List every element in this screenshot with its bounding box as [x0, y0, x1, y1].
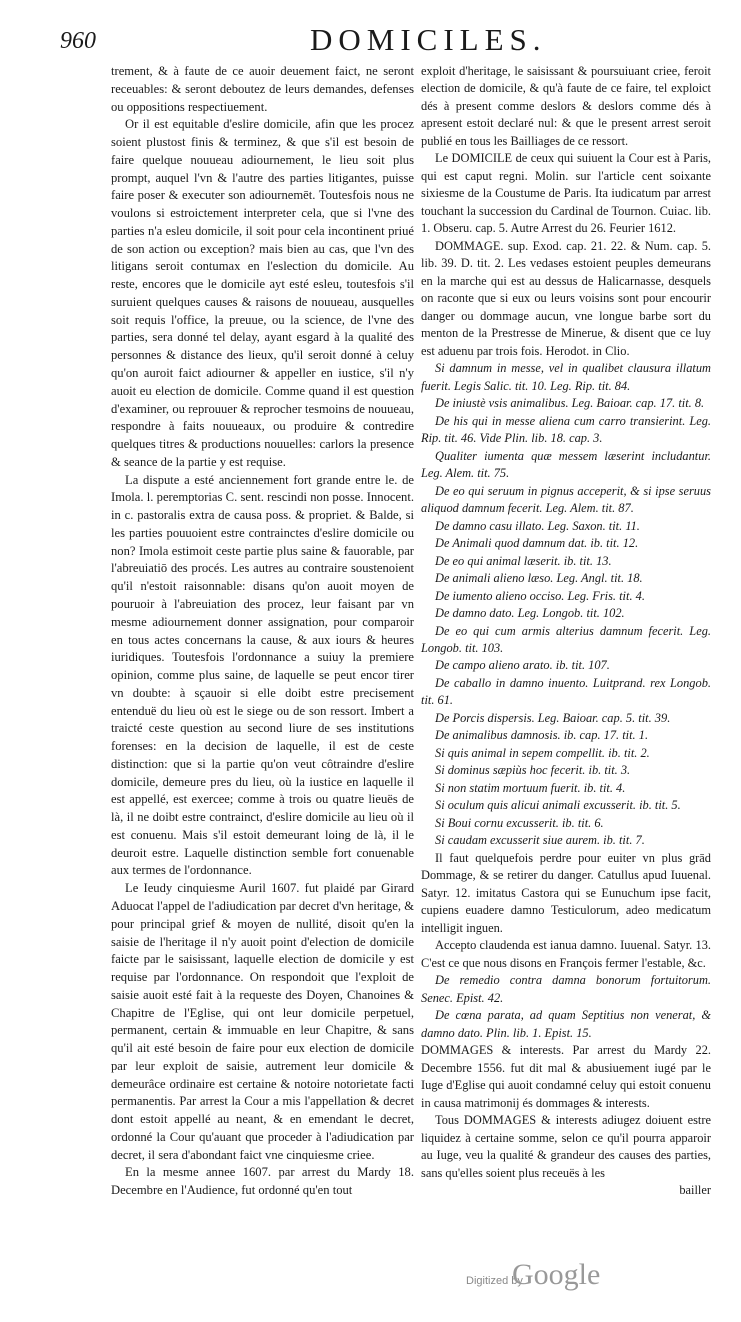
paragraph: De iniustè vsis animalibus. Leg. Baioar. cap. 17. tit. 8.	[435, 396, 705, 411]
paragraph: Accepto claudenda est ianua damno. Iuuenal. Satyr. 13. C'est ce que nous disons en François fermer l'estable, &c.	[421, 938, 711, 970]
paragraph: DOMMAGE. sup. Exod. cap. 21. 22. & Num. cap. 5. lib. 39. D. tit. 2. Les vedases estoient peuples demeurans en la marche qui est au dessus de Halicarnasse, desquels on raconte que si eux ou leurs voisins sont pour encourir danger ou dommage aucun, vne longue barbe sort du menton de la Prestresse de Minerue, & disent que ce luy est aduenu par trois fois. Herodot. in Clio.	[421, 238, 711, 358]
paragraph: De cœna parata, ad quam Septitius non venerat, & damno dato. Plin. lib. 1. Epist. 15.	[421, 1008, 711, 1040]
running-title: DOMICILES.	[310, 22, 547, 57]
paragraph: De Porcis dispersis. Leg. Baioar. cap. 5. tit. 39.	[435, 710, 671, 725]
paragraph: De campo alieno arato. ib. tit. 107.	[435, 658, 610, 673]
paragraph: trement, & à faute de ce auoir deuement faict, ne seront receuables: & seront deboutez de leurs demandes, defenses ou oppositions respectiuement.	[111, 64, 414, 114]
paragraph: De animalibus damnosis. ib. cap. 17. tit. 1.	[435, 728, 649, 743]
paragraph: De damno casu illato. Leg. Saxon. tit. 11.	[435, 518, 640, 533]
paragraph: De caballo in damno inuento. Luitprand. rex Longob. tit. 61.	[421, 675, 711, 708]
paragraph: Si quis animal in sepem compellit. ib. tit. 2.	[435, 745, 650, 760]
paragraph: Si non statim mortuum fuerit. ib. tit. 4.	[435, 780, 626, 795]
right-column	[421, 63, 711, 1199]
paragraph: De his qui in messe aliena cum carro transierint. Leg. Rip. tit. 46. Vide Plin. lib. 18. cap. 3.	[421, 413, 711, 446]
page-number: 960	[60, 28, 96, 54]
paragraph: Or il est equitable d'eslire domicile, afin que les procez soient plustost finis & terminez, & que s'il est besoin de faire quelque nouueau adiournement, le lieu soit plus prompt, auquel l'vn & l'autre des parties litigantes, puisse faire poser & executer son adiournemēt. Toutesfois nous ne voulons si estroictement interpreter cela, que si l'vne des parties n'a esleu domicile, il soit pour cela incontinent priué de son action ou exception? mais bien au cas, que l'vn des litigans seroit contumax en l'eslection du domicile. Au reste, encores que le domicile ayt esté esleu, toutesfois s'il suruient quelques causes & raisons de nouueau, ausquelles soit requis l'office, la preuue, ou la science, de l'vne des parties, sera donné tel delay, ayant esgard à la qualité des personnes & distance des lieux, qu'il seroit donné à celuy qu'on auroit faict adiourner & appeller en iustice, s'il n'y auoit eu election de domicile. Comme quand il est question d'examiner, ou reprouuer & reprocher tesmoins de nouueau, respondre à faits nouueaux, ou produire & contredire quelques titres & productions nouuelles: carlors la presence & seance de la partie y est requise.	[111, 117, 414, 469]
catchword: bailler	[679, 1183, 711, 1197]
paragraph: Si caudam excusserit siue aurem. ib. tit. 7.	[435, 833, 645, 848]
paragraph: De eo qui animal læserit. ib. tit. 13.	[435, 553, 612, 568]
paragraph: De animali alieno læso. Leg. Angl. tit. 18.	[435, 571, 643, 586]
paragraph: DOMMAGES & interests. Par arrest du Mardy 22. Decembre 1556. fut dit mal & abusiuement iugé par le Iuge d'Eglise qui auoit condamné celuy qui estoit conuenu in causa matrimonij és dommages & interests.	[421, 1043, 711, 1110]
paragraph: De eo qui seruum in pignus acceperit, & si ipse seruus aliquod damnum fecerit. Leg. Alem. tit. 87.	[421, 483, 711, 516]
paragraph: Il faut quelquefois perdre pour euiter vn plus grād Dommage, & se retirer du danger. Catullus apud Iuuenal. Satyr. 12. imitatus Castora qui se Eunuchum ipse facit, cupiens euadere damno Testiculorum, adeo medicatum intelligit inguen.	[421, 850, 711, 935]
paragraph: De damno dato. Leg. Longob. tit. 102.	[435, 606, 625, 621]
paragraph: Tous DOMMAGES & interests adiugez doiuent estre liquidez à certaine somme, selon ce qu'il pourra apparoir au Iuge, veu la qualité & grandeur des causes des parties, sans qu'elles soient plus receuës à les	[421, 1113, 711, 1180]
paragraph: Si Boui cornu excusserit. ib. tit. 6.	[435, 815, 604, 830]
paragraph: exploit d'heritage, le saisissant & poursuiuant criee, feroit election de domicile, & qu'à faute de ce faire, tel exploict dés à present comme deslors & deslors comme dés à apresent estoit declaré nul: & que le present arrest seroit publié en tous les Bailliages de ce ressort.	[421, 64, 711, 148]
paragraph: Qualiter iumenta quæ messem læserint includantur. Leg. Alem. tit. 75.	[421, 448, 711, 481]
paragraph: De iumento alieno occiso. Leg. Fris. tit. 4.	[435, 588, 645, 603]
paragraph: De eo qui cum armis alterius damnum fecerit. Leg. Longob. tit. 103.	[421, 623, 711, 655]
paragraph: De remedio contra damna bonorum fortuitorum. Senec. Epist. 42.	[421, 973, 711, 1005]
digitized-by-label: Digitized by	[466, 1275, 523, 1287]
paragraph: De Animali quod damnum dat. ib. tit. 12.	[435, 536, 639, 551]
paragraph: La dispute a esté anciennement fort grande entre le. de Imola. l. peremptorias C. sent. rescindi non posse. Innocent. in c. pastoralis extra de causa poss. & propriet. & Balde, si les parties pouuoient estre contrainctes d'eslire domicile ou non? Imola estimoit ceste partie plus saine & fauorable, par l'abreuiatiō des procés. Les autres au contraire soustenoient qu'il n'estoit raisonnable: disans qu'on auoit moyen de pouruoir à l'abreuiation des procez, leur faisant par vn mesme adiournement donner assignation, pour comparoir en tous actes concernans la cause, & aux iours & heures iuridiques. Toutesfois l'ordonnance a suiuy la premiere opinion, comme plus saine, de laquelle se peut encor tirer vn doubte: à sçauoir si elle doibt estre precisement entenduë du lieu où est le siege ou de son ressort. Imbert a traicté ceste question au second liure de ses institutions forenses: en la decision de laquelle, il est de ceste distinction: que si la partie qu'on veut côtraindre d'eslire domicile, demeure pres du lieu, où la iustice en laquelle il est appellé, est exercee; comme à trois ou quatre lieuës de là, il ne doibt estre contrainct, d'eslire domicile au lieu où il est conuenu. Mais s'il estoit demeurant loing de là, il le deuroit estre. Laquelle distinction semble fort conuenable aux termes de l'ordonnance.	[111, 472, 414, 878]
paragraph: Si oculum quis alicui animali excusserit. ib. tit. 5.	[435, 798, 681, 813]
digitization-footer	[466, 1258, 616, 1298]
paragraph: Le Ieudy cinquiesme Auril 1607. fut plaidé par Girard Aduocat l'appel de l'adiudication par decret d'vn heritage, & pour principal grief & moyen de nullité, disoit qu'en la saisie de l'heritage il n'y auoit point d'election de domicile faicte par le saisissant, laquelle election de domicile y est requise par l'ordonnance. On respondoit que l'exploit de saisie auoit esté fait à la requeste des Doyen, Chanoines & Chapitre de l'Eglise, qui ont leur domicile perpetuel, permanent, certain & immuable en leur Chapitre, & sans qu'il ait esté besoin de faire pour eux election de domicile par leur exploit de saisie, autrement leur domicile & demeurâce ordinaire est certaine & notoire notorietate facti permanentis. Par arrest la Cour a mis l'appellation & decret dont estoit appellé au neant, & en emendant le decret, ordonné la Cour qu'auant que proceder à l'adiudication par decret, il sera d'abondant faict vne cinquiesme criee.	[111, 881, 414, 1162]
left-column	[111, 63, 414, 1200]
page-header	[60, 20, 700, 60]
google-logo: Google	[512, 1258, 601, 1291]
paragraph: Le DOMICILE de ceux qui suiuent la Cour est à Paris, qui est caput regni. Molin. sur l'article cent soixante sixiesme de la Coustume de Paris. Ita iudicatum par arrest touchant la succession du Cardinal de Tournon. Cuiac. lib. 1. Obseru. cap. 5. Autre Arrest du 26. Feurier 1612.	[421, 151, 711, 236]
paragraph: Si damnum in messe, vel in qualibet clausura illatum fuerit. Legis Salic. tit. 10. Leg. Rip. tit. 84.	[421, 361, 711, 393]
paragraph: Si dominus sæpiùs hoc fecerit. ib. tit. 3.	[435, 763, 631, 778]
paragraph: En la mesme annee 1607. par arrest du Mardy 18. Decembre en l'Audience, fut ordonné qu'en tout	[111, 1165, 414, 1198]
